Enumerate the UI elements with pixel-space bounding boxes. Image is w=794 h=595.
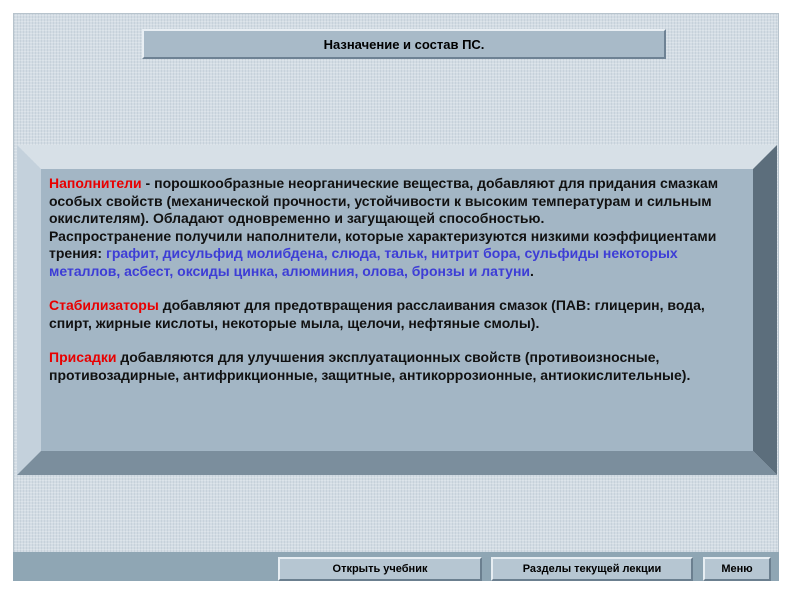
- stabilizers-paragraph: [49, 297, 745, 332]
- content-text: [49, 175, 745, 384]
- fillers-end: .: [530, 262, 534, 279]
- fillers-spread-paragraph: [49, 228, 745, 281]
- panel-bevel-bottom: [17, 451, 777, 475]
- panel-face: [41, 169, 753, 451]
- menu-label: Меню: [721, 563, 753, 575]
- open-textbook-label: Открыть учебник: [332, 563, 428, 575]
- fillers-definition: порошкообразные неорганические вещества, добавляют для придания смазкам особых свойств (механической прочности, устойчивости к высоким температурам и сильным окислителям). Обладают одновременно и загущающей способностью.: [49, 175, 719, 226]
- additives-text: добавляются для улучшения эксплуатационных свойств (противоизносные, противозадирные, антифрикционные, защитные, антикоррозионные, антиокислительные).: [49, 349, 691, 383]
- slide-title: [142, 29, 666, 59]
- additives-term: Присадки: [49, 349, 117, 365]
- panel-bevel-top: [17, 145, 777, 169]
- lecture-sections-button[interactable]: [491, 557, 693, 581]
- fillers-examples: графит, дисульфид молибдена, слюда, тальк, нитрит бора, сульфиды некоторых металлов, асбест, оксиды цинка, алюминия, олова, бронзы и латуни: [49, 245, 678, 279]
- stabilizers-term: Стабилизаторы: [49, 297, 159, 313]
- slide-title-text: Назначение и состав ПС.: [323, 36, 485, 52]
- additives-paragraph: [49, 349, 745, 384]
- open-textbook-button[interactable]: [278, 557, 482, 581]
- paragraph-gap: [49, 332, 745, 349]
- fillers-paragraph: [49, 175, 745, 228]
- menu-button[interactable]: [703, 557, 771, 581]
- paragraph-gap: [49, 280, 745, 297]
- lecture-sections-label: Разделы текущей лекции: [522, 563, 662, 575]
- content-panel: [17, 145, 777, 475]
- panel-bevel-right: [753, 145, 777, 475]
- fillers-term: Наполнители: [49, 175, 142, 191]
- fillers-separator: -: [141, 175, 155, 191]
- stabilizers-text: добавляют для предотвращения расслаивания смазок (ПАВ: глицерин, вода, спирт, жирные кислоты, некоторые мыла, щелочи, нефтяные смолы).: [49, 297, 705, 331]
- panel-bevel-left: [17, 145, 41, 475]
- fillers-spread-text: Распространение получили наполнители, которые характеризуются низкими коэффициентами трения:: [49, 227, 717, 261]
